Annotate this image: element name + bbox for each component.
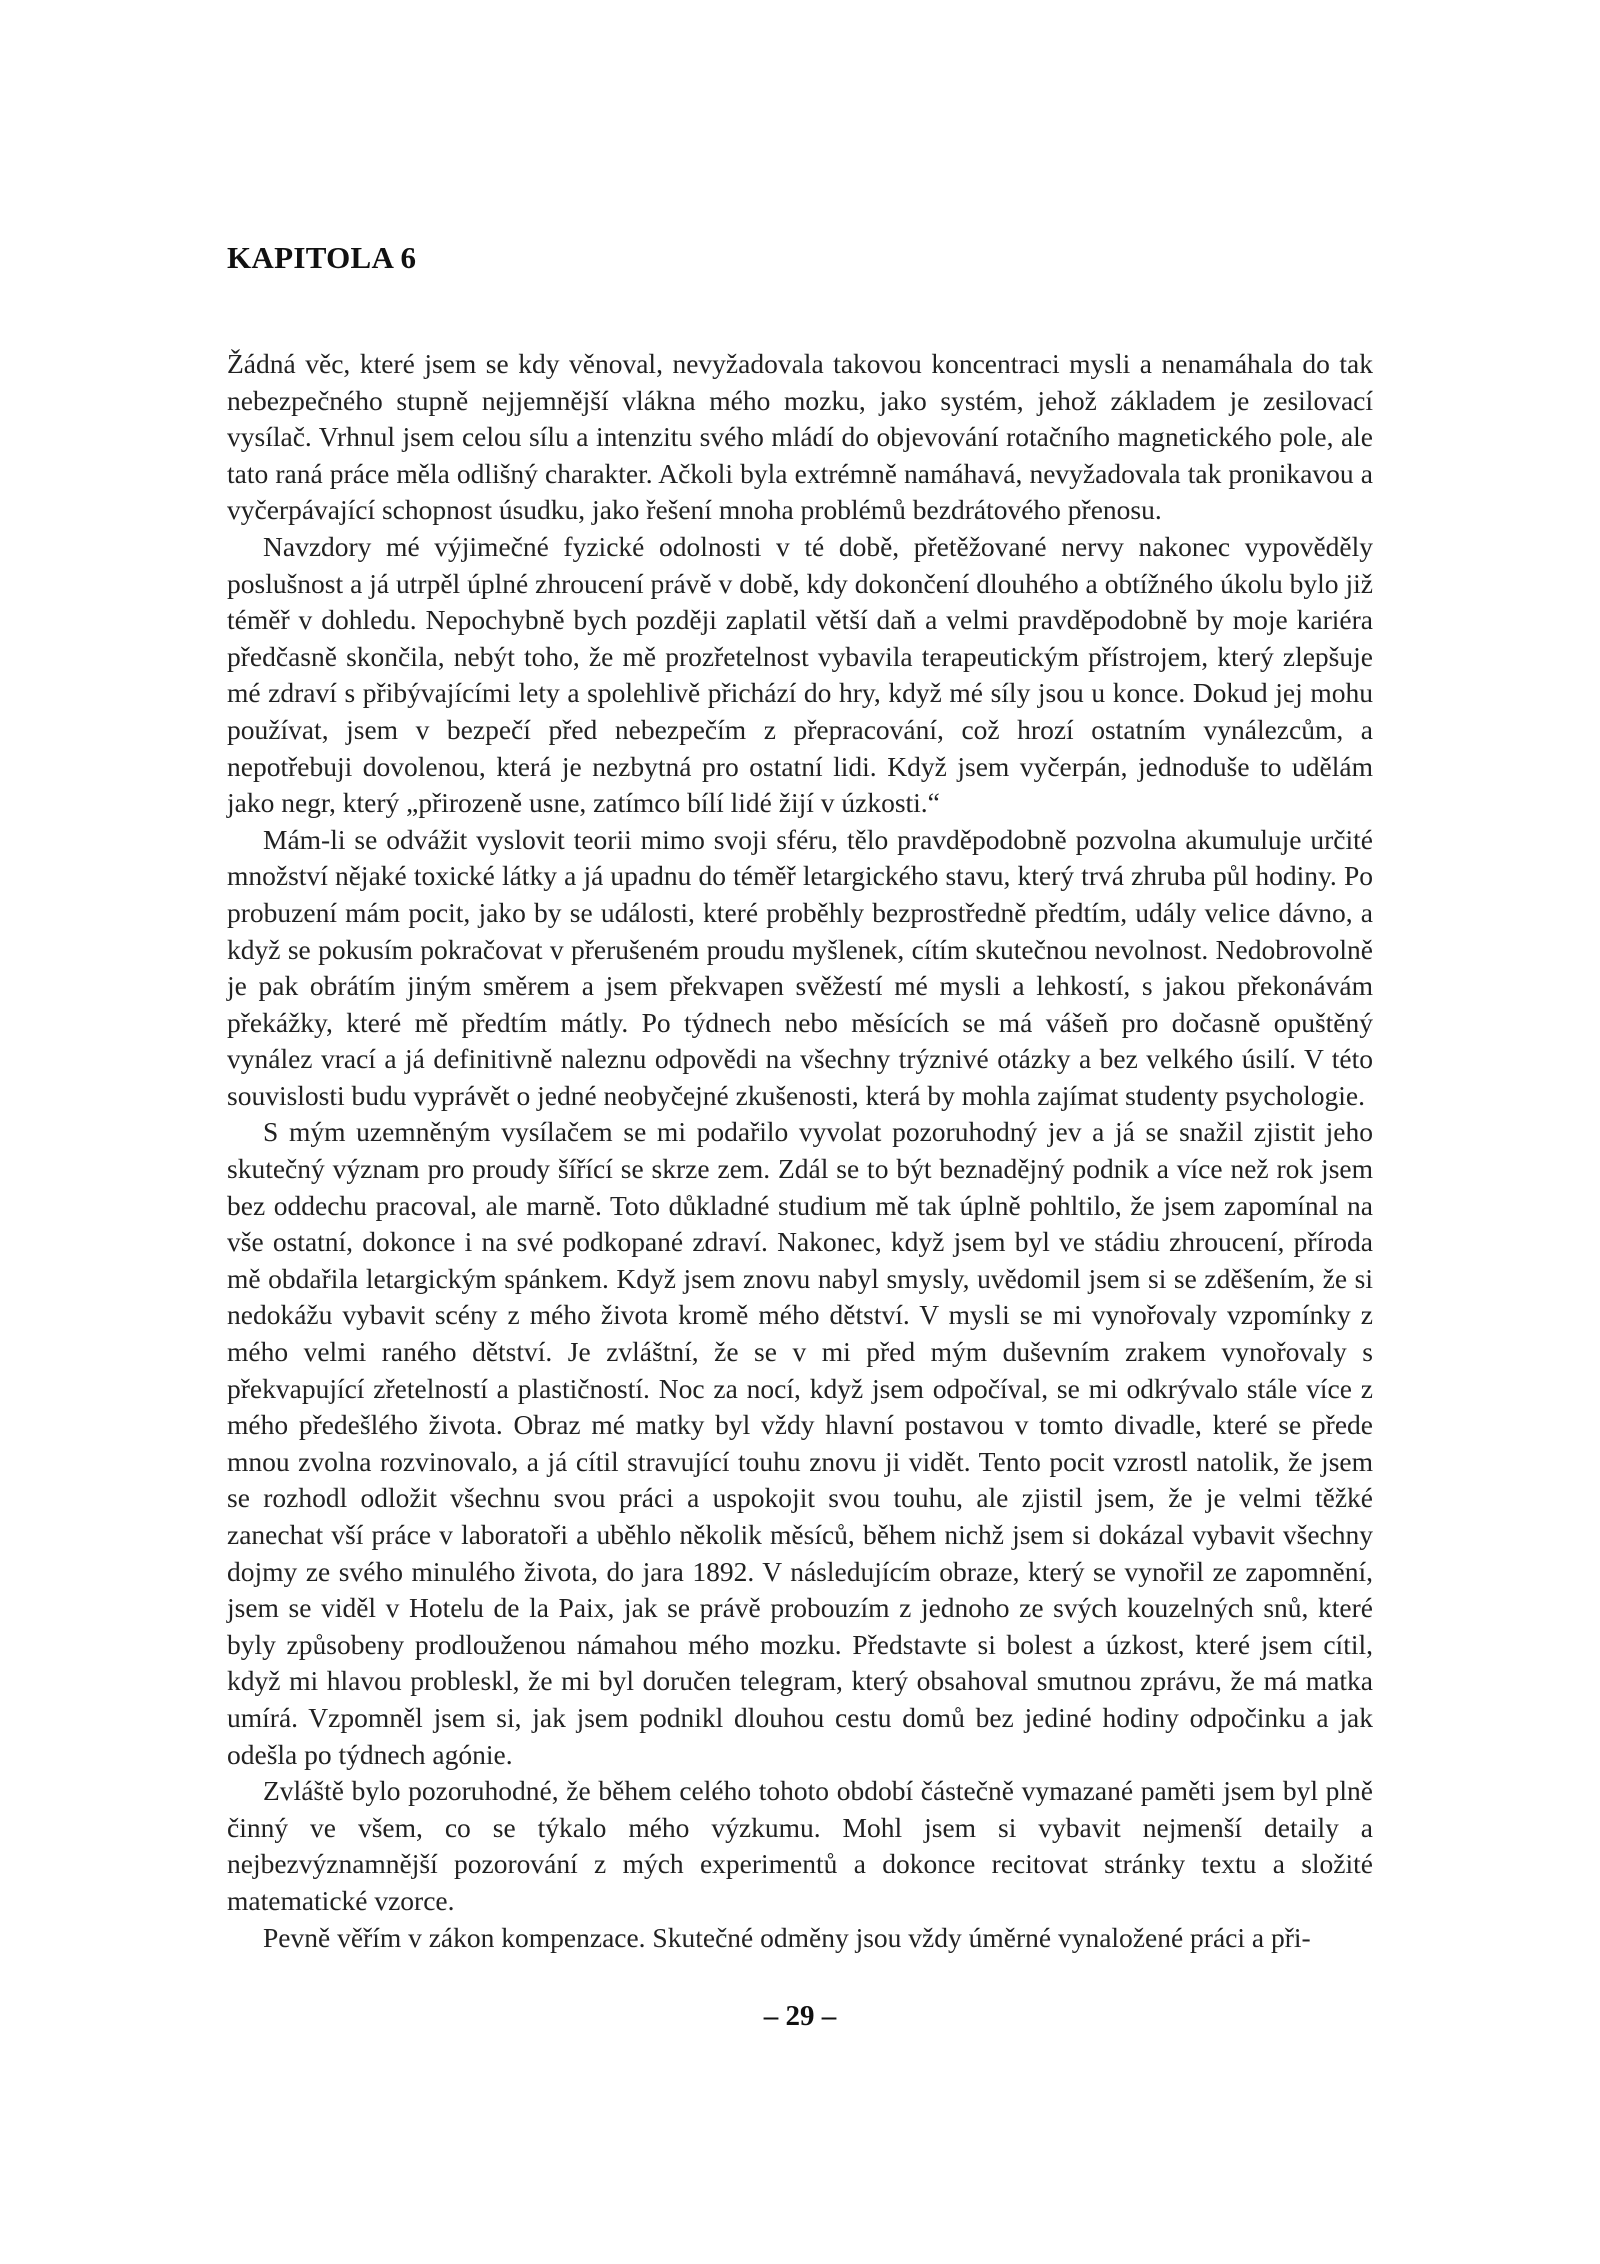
paragraph: Žádná věc, které jsem se kdy věnoval, nevyžadovala takovou koncentraci mysli a nenamáhala do tak nebezpečného stupně nejjemnější vlákna mého mozku, jako systém, jehož základem je zesilovací vysílač. Vrhnul jsem celou sílu a intenzitu svého mládí do objevování rotačního magnetického pole, ale tato raná práce měla odlišný charakter. Ačkoli byla extrémně namáhavá, nevyžadovala tak pronikavou a vyčerpávající schopnost úsudku, jako řešení mnoha problémů bezdrátového přenosu. [227, 348, 1373, 526]
page-number: – 29 – [763, 2000, 837, 2032]
body-text [227, 346, 1373, 1956]
paragraph: Zvláště bylo pozoruhodné, že během celého tohoto období částečně vymazané paměti jsem byl plně činný ve všem, co se týkalo mého výzkumu. Mohl jsem si vybavit nejmenší detaily a nejbezvýznamnější pozorování z mých experimentů a dokonce recitovat stránky textu a složité matematické vzorce. [227, 1775, 1373, 1916]
paragraph: Mám-li se odvážit vyslovit teorii mimo svoji sféru, tělo pravděpodobně pozvolna akumuluje určité množství nějaké toxické látky a já upadnu do téměř letargického stavu, který trvá zhruba půl hodiny. Po probuzení mám pocit, jako by se události, které proběhly bezprostředně předtím, udály velice dávno, a když se pokusím pokračovat v přerušeném proudu myšlenek, cítím skutečnou nevolnost. Nedobrovolně je pak obrátím jiným směrem a jsem překvapen svěžestí mé mysli a lehkostí, s jakou překonávám překážky, které mě předtím mátly. Po týdnech nebo měsících se má vášeň pro dočasně opuštěný vynález vrací a já definitivně naleznu odpovědi na všechny trýznivé otázky a bez velkého úsilí. V této souvislosti budu vyprávět o jedné neobyčejné zkušenosti, která by mohla zajímat studenty psychologie. [227, 823, 1373, 1111]
document-page [227, 0, 1373, 2264]
chapter-title: KAPITOLA 6 [227, 240, 417, 275]
paragraph: Navzdory mé výjimečné fyzické odolnosti v té době, přetěžované nervy nakonec vypověděly poslušnost a já utrpěl úplné zhroucení právě v době, kdy dokončení dlouhého a obtížného úkolu bylo již téměř v dohledu. Nepochybně bych později zaplatil větší daň a velmi pravděpodobně by moje kariéra předčasně skončila, nebýt toho, že mě prozřetelnost vybavila terapeutickým přístrojem, který zlepšuje mé zdraví s přibývajícími lety a spolehlivě přichází do hry, když mé síly jsou u konce. Dokud jej mohu používat, jsem v bezpečí před nebezpečím z přepracování, což hrozí ostatním vynálezcům, a nepotřebuji dovolenou, která je nezbytná pro ostatní lidi. Když jsem vyčerpán, jednoduše to udělám jako negr, který „přirozeně usne, zatímco bílí lidé žijí v úzkosti.“ [227, 530, 1373, 819]
paragraph: S mým uzemněným vysílačem se mi podařilo vyvolat pozoruhodný jev a já se snažil zjistit jeho skutečný význam pro proudy šířící se skrze zem. Zdál se to být beznadějný podnik a více než rok jsem bez oddechu pracoval, ale marně. Toto důkladné studium mě tak úplně pohltilo, že jsem zapomínal na vše ostatní, dokonce i na své podkopané zdraví. Nakonec, když jsem byl ve stádiu zhroucení, příroda mě obdařila letargickým spánkem. Když jsem znovu nabyl smysly, uvědomil jsem si se zděšením, že si nedokážu vybavit scény z mého života kromě mého dětství. V mysli se mi vynořovaly vzpomínky z mého velmi raného dětství. Je zvláštní, že se v mi před mým duševním zrakem vynořovaly s překvapující zřetelností a plastičností. Noc za nocí, když jsem odpočíval, se mi odkrývalo stále více z mého předešlého života. Obraz mé matky byl vždy hlavní postavou v tomto divadle, které se přede mnou zvolna rozvinovalo, a já cítil stravující touhu znovu ji vidět. Tento pocit vzrostl natolik, že jsem se rozhodl odložit všechnu svou práci a uspokojit svou touhu, ale zjistil jsem, že je velmi těžké zanechat vší práce v laboratoři a uběhlo několik měsíců, během nichž jsem si dokázal vybavit všechny dojmy ze svého minulého života, do jara 1892. V následujícím obraze, který se vynořil ze zapomnění, jsem se viděl v Hotelu de la Paix, jak se právě probouzím z jednoho ze svých kouzelných snů, které byly způsobeny prodlouženou námahou mého mozku. Představte si bolest a úzkost, které jsem cítil, když mi hlavou probleskl, že mi byl doručen telegram, který obsahoval smutnou zprávu, že má matka umírá. Vzpomněl jsem si, jak jsem podnikl dlouhou cestu domů bez jediné hodiny odpočinku a jak odešla po týdnech agónie. [227, 1116, 1373, 1770]
paragraph: Pevně věřím v zákon kompenzace. Skutečné odměny jsou vždy úměrné vynaložené práci a při- [263, 1921, 1311, 1953]
